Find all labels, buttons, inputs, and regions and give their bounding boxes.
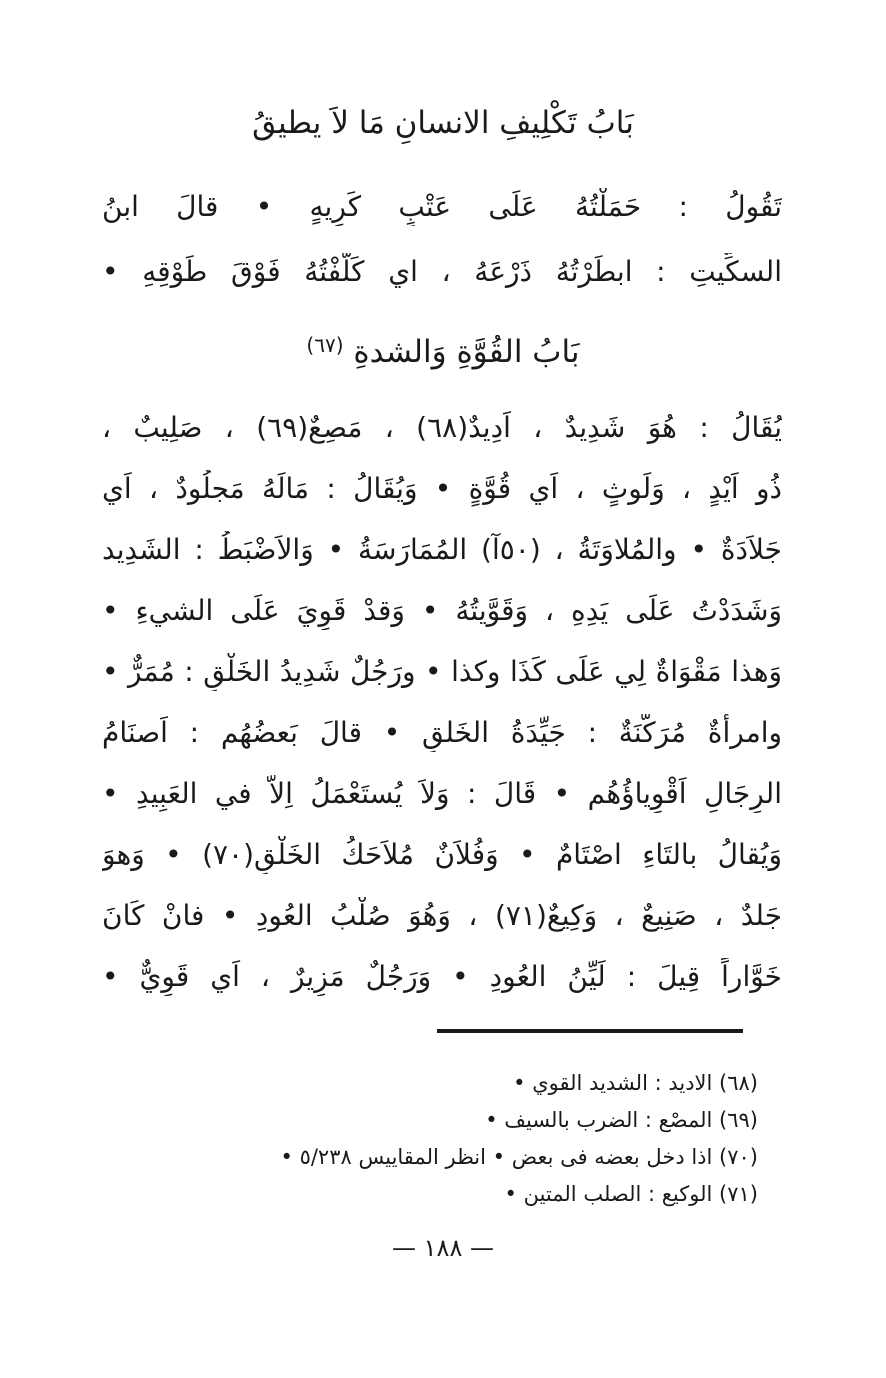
text-line: تَقُولُ : حَمَلْتُهُ عَلَى عَتْبٍ كَرِيهٍ • قالَ ابنُ	[102, 190, 782, 223]
text-line: وَشَدَدْتُ عَلَى يَدِهِ ، وَقَوَّيتُهُ • وَقدْ قَوِيَ عَلَى الشيءِ •	[102, 594, 782, 627]
text-line: الرِجَالِ اَقْوِياؤُهُم • قَالَ : وَلاَ يُستَعْمَلُ اِلاَّ في العَبِيدِ •	[102, 777, 782, 810]
footnote: (٧١) الوكيع : الصلب المتين •	[504, 1182, 758, 1206]
text-line: جَلدٌ ، صَنِيعٌ ، وَكِيعٌ(٧١) ، وَهُوَ صُلْبُ العُودِ • فانْ كَانَ	[102, 899, 782, 932]
text-line: وَيُقالُ بالتَاءِ اصْتَامٌ • وَفُلاَنٌ مُلاَحَكُ الخَلْقِ(٧٠) • وَهوَ	[102, 838, 782, 871]
footnote: (٧٠) اذا دخل بعضه فى بعض • انظر المقاييس ٥/٢٣٨ •	[280, 1145, 758, 1169]
chapter-heading-2	[0, 325, 886, 372]
text-line: خَوَّاراً قِيلَ : لَيِّنُ العُودِ • وَرَجُلٌ مَزِيرٌ ، اَي قَوِيٌّ •	[102, 960, 782, 993]
footnote-divider	[437, 1029, 743, 1033]
heading-note-ref: (٦٧)	[306, 333, 344, 357]
text-line: ذُو اَيْدٍ ، وَلَوثٍ ، اَي قُوَّةٍ • وَيُقَالُ : مَالَهُ مَجلُودٌ ، اَي	[102, 472, 782, 505]
text-line: يُقَالُ : هُوَ شَدِيدٌ ، اَدِيدٌ(٦٨) ، مَصِعٌ(٦٩) ، صَلِيبٌ ،	[102, 411, 782, 444]
text-line: وَهذا مَقْوَاةٌ لِي عَلَى كَذَا وكذا • ورَجُلٌ شَدِيدُ الخَلْقِ : مُمَرٌّ •	[102, 655, 782, 688]
text-line: وامرأةٌ مُرَكَّنَةٌ : جَيِّدَةُ الخَلقِ • قالَ بَعضُهُم : اَصنَامُ	[102, 716, 782, 749]
footnote: (٦٩) المصْع : الضرب بالسيف •	[485, 1108, 758, 1132]
text-line: جَلاَدَةٌ • والمُلاوَتَةُ ، (٥٠آ) المُمَارَسَةُ • وَالاَضْبَطُ : الشَدِيد	[102, 533, 782, 566]
chapter-heading-2-text: بَابُ القُوَّةِ وَالشدةِ	[353, 334, 580, 370]
chapter-heading-1: بَابُ تَكْلِيفِ الانسانِ مَا لاَ يطيقُ	[252, 105, 634, 141]
page-number: — ١٨٨ —	[392, 1234, 494, 1262]
text-line: السكِّيتِ : ابطَرْتُهُ ذَرْعَهُ ، اي كَلَّفْتُهُ فَوْقَ طَوْقِهِ •	[102, 255, 782, 288]
footnote: (٦٨) الاديد : الشديد القوي •	[513, 1071, 758, 1095]
